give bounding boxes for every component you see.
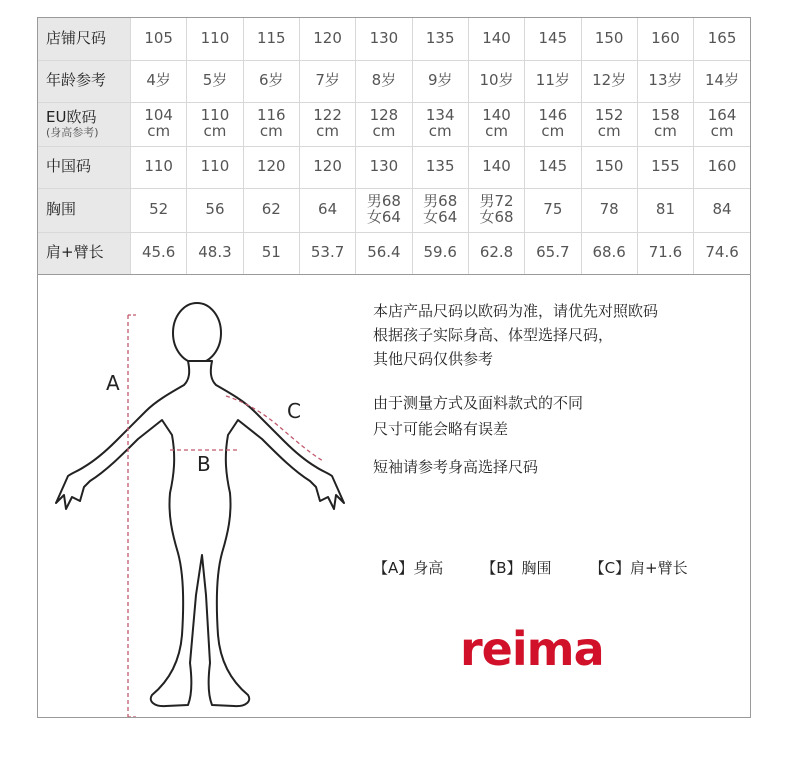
table-cell: 160 [694, 146, 750, 188]
table-cell: 9岁 [412, 60, 468, 102]
table-cell: 150 [581, 146, 637, 188]
table-cell: 74.6 [694, 232, 750, 274]
row-header: 中国码 [38, 146, 131, 188]
table-cell: 62.8 [468, 232, 524, 274]
table-cell: 13岁 [637, 60, 693, 102]
table-cell: 104 cm [131, 102, 187, 146]
row-header: 年龄参考 [38, 60, 131, 102]
size-notes [373, 298, 713, 486]
table-cell: 男72 女68 [468, 188, 524, 232]
table-cell: 81 [637, 188, 693, 232]
table-cell: 120 [243, 146, 299, 188]
table-cell: 10岁 [468, 60, 524, 102]
table-cell: 5岁 [187, 60, 243, 102]
table-cell: 128 cm [356, 102, 412, 146]
table-cell: 140 cm [468, 102, 524, 146]
measure-legend [373, 557, 726, 578]
table-cell: 158 cm [637, 102, 693, 146]
table-row [38, 102, 750, 146]
table-cell: 59.6 [412, 232, 468, 274]
table-cell: 男68 女64 [356, 188, 412, 232]
table-cell: 4岁 [131, 60, 187, 102]
table-cell: 135 [412, 146, 468, 188]
table-cell: 134 cm [412, 102, 468, 146]
child-silhouette [38, 275, 398, 717]
table-cell: 122 cm [299, 102, 355, 146]
table-cell: 115 [243, 18, 299, 60]
table-cell: 56.4 [356, 232, 412, 274]
legend-a: 【A】身高 [373, 559, 444, 577]
table-cell: 110 [187, 18, 243, 60]
size-table [38, 18, 750, 275]
head-outline [173, 303, 221, 363]
table-cell: 62 [243, 188, 299, 232]
table-cell: 6岁 [243, 60, 299, 102]
child-figure-diagram [38, 275, 398, 717]
note-line: 短袖请参考身高选择尺码 [373, 458, 539, 476]
table-cell: 71.6 [637, 232, 693, 274]
table-cell: 145 [525, 18, 581, 60]
table-cell: 68.6 [581, 232, 637, 274]
table-cell: 65.7 [525, 232, 581, 274]
table-cell: 51 [243, 232, 299, 274]
note-line: 根据孩子实际身高、体型选择尺码， [373, 326, 614, 344]
table-cell: 116 cm [243, 102, 299, 146]
table-cell: 150 [581, 18, 637, 60]
table-cell: 152 cm [581, 102, 637, 146]
note-line: 由于测量方式及面料款式的不同 [373, 394, 584, 412]
table-cell: 110 [187, 146, 243, 188]
label-a: A [106, 371, 120, 395]
label-c: C [287, 399, 301, 423]
legend-b: 【B】胸围 [481, 559, 552, 577]
table-cell: 146 cm [525, 102, 581, 146]
table-cell: 110 cm [187, 102, 243, 146]
table-cell: 165 [694, 18, 750, 60]
table-cell: 64 [299, 188, 355, 232]
table-cell: 145 [525, 146, 581, 188]
table-cell: 78 [581, 188, 637, 232]
table-cell: 140 [468, 18, 524, 60]
table-row [38, 60, 750, 102]
table-cell: 男68 女64 [412, 188, 468, 232]
table-cell: 140 [468, 146, 524, 188]
table-row [38, 188, 750, 232]
table-row [38, 146, 750, 188]
table-cell: 11岁 [525, 60, 581, 102]
table-cell: 45.6 [131, 232, 187, 274]
table-cell: 7岁 [299, 60, 355, 102]
note-line: 尺寸可能会略有误差 [373, 420, 509, 438]
table-cell: 53.7 [299, 232, 355, 274]
table-cell: 52 [131, 188, 187, 232]
table-cell: 14岁 [694, 60, 750, 102]
table-cell: 56 [187, 188, 243, 232]
table-cell: 110 [131, 146, 187, 188]
table-row [38, 232, 750, 274]
table-cell: 105 [131, 18, 187, 60]
table-row [38, 18, 750, 60]
row-header: 肩+臂长 [38, 232, 131, 274]
label-b: B [197, 452, 211, 476]
reima-logo: reima [460, 622, 604, 676]
note-line: 本店产品尺码以欧码为准，请优先对照欧码 [373, 302, 659, 320]
table-cell: 164 cm [694, 102, 750, 146]
table-cell: 130 [356, 146, 412, 188]
row-header: 胸围 [38, 188, 131, 232]
note-line: 其他尺码仅供参考 [373, 350, 494, 368]
row-header: 店铺尺码 [38, 18, 131, 60]
table-cell: 120 [299, 146, 355, 188]
table-cell: 155 [637, 146, 693, 188]
table-cell: 120 [299, 18, 355, 60]
table-cell: 130 [356, 18, 412, 60]
row-header: EU欧码 (身高参考) [38, 102, 131, 146]
table-cell: 135 [412, 18, 468, 60]
legend-c: 【C】肩+臂长 [589, 559, 688, 577]
table-cell: 8岁 [356, 60, 412, 102]
table-cell: 84 [694, 188, 750, 232]
table-cell: 48.3 [187, 232, 243, 274]
table-cell: 75 [525, 188, 581, 232]
table-cell: 12岁 [581, 60, 637, 102]
table-cell: 160 [637, 18, 693, 60]
